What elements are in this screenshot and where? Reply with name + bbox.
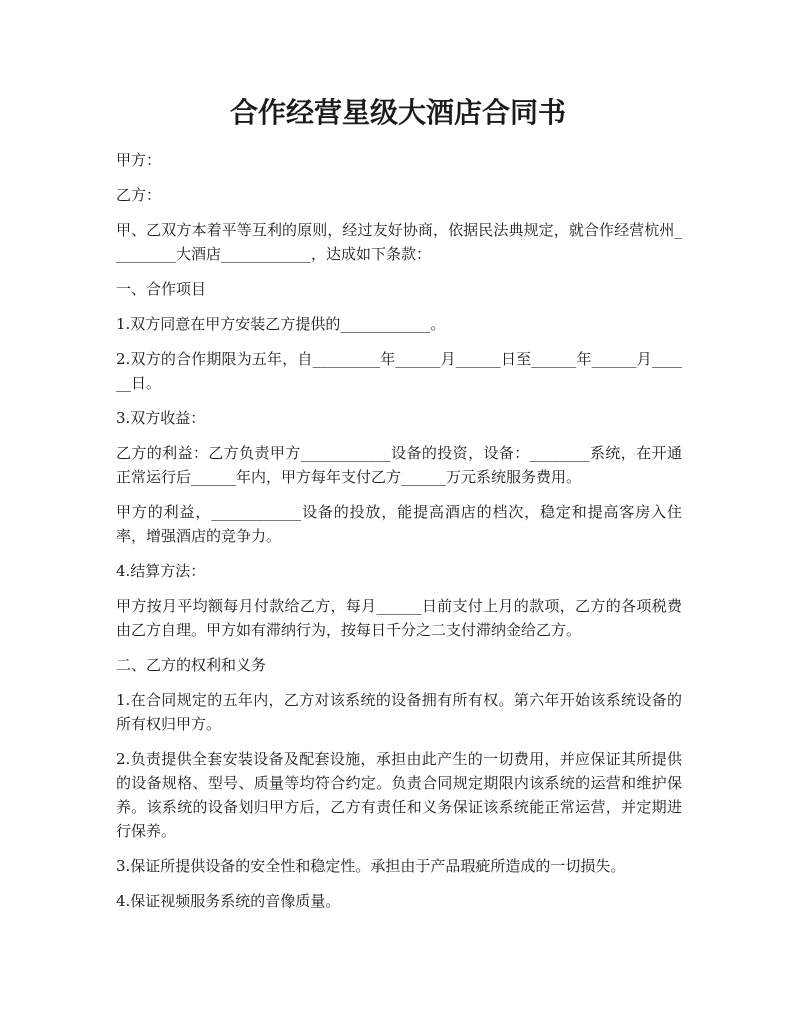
clause-2-4: 4.保证视频服务系统的音像质量。 [116, 892, 341, 910]
section-heading-rights: 二、乙方的权利和义务 [116, 656, 267, 674]
clause-2-1: 1.在合同规定的五年内，乙方对该系统的设备拥有所有权。第六年开始该系统设备的所有权归甲方。 [116, 691, 682, 733]
preamble-paragraph: 甲、乙双方本着平等互利的原则，经过友好协商，依据民法典规定，就合作经营杭州_________大酒店____________，达成如下条款： [116, 221, 682, 263]
clause-1-3: 3.双方收益： [116, 409, 206, 427]
clause-2-2: 2.负责提供全套安装设备及配套设施，承担由此产生的一切费用，并应保证其所提供的设备规格、型号、质量等均符合约定。负责合同规定期限内该系统的运营和维护保养。该系统的设备划归甲方后，乙方有责任和义务保证该系统能正常运营，并定期进行保养。 [116, 750, 682, 840]
clause-1-1: 1.双方同意在甲方安装乙方提供的____________。 [116, 315, 446, 333]
settlement-paragraph: 甲方按月平均额每月付款给乙方，每月______日前支付上月的款项，乙方的各项税费由乙方自理。甲方如有滞纳行为，按每日千分之二支付滞纳金给乙方。 [116, 597, 682, 639]
party-a-line: 甲方： [116, 151, 162, 169]
document-body [116, 148, 682, 924]
clause-2-3: 3.保证所提供设备的安全性和稳定性。承担由于产品瑕疵所造成的一切损失。 [116, 857, 626, 875]
section-heading-cooperation: 一、合作项目 [116, 280, 207, 298]
clause-1-2: 2.双方的合作期限为五年，自_________年______月______日至______年______月______日。 [116, 350, 682, 392]
party-b-benefit: 乙方的利益：乙方负责甲方____________设备的投资，设备：________系统，在开通正常运行后______年内，甲方每年支付乙方______万元系统服务费用。 [116, 444, 682, 486]
document-title: 合作经营星级大酒店合同书 [229, 96, 566, 129]
party-a-benefit: 甲方的利益，____________设备的投放，能提高酒店的档次，稳定和提高客房入住率，增强酒店的竞争力。 [116, 503, 682, 545]
party-b-line: 乙方： [116, 186, 162, 204]
clause-1-4: 4.结算方法： [116, 562, 206, 580]
